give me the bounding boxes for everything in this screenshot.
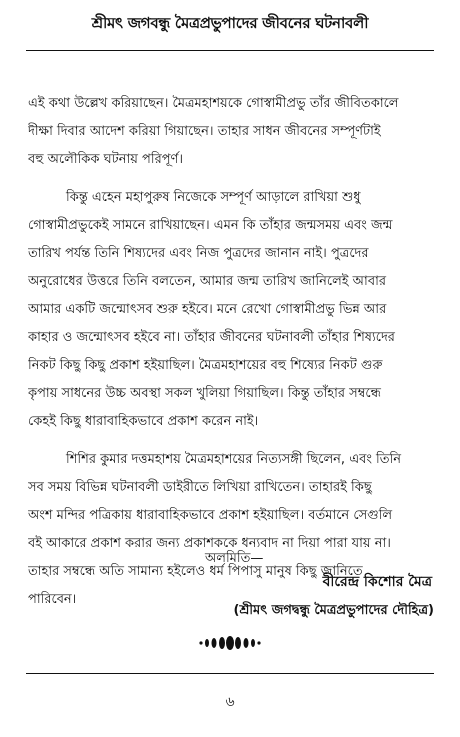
text-line: কিন্তু এহেন মহাপুরুষ নিজেকে সম্পূর্ণ আড়ালে রাখিয়া শুধু (66, 190, 361, 205)
signatory-name: বীরেন্দ্র কিশোর মৈত্র (322, 574, 432, 590)
running-header: শ্রীমৎ জগবন্ধু মৈত্রপ্রভুপাদের জীবনের ঘটনাবলী (91, 14, 369, 32)
text-line: বই আকারে প্রকাশ করার জন্য প্রকাশককে ধন্যবাদ না দিয়া পারা যায় না। (28, 536, 391, 551)
closing-label: অলমিতি— (205, 551, 264, 566)
text-line: আমার একটি জন্মোৎসব শুরু হইবে। মনে রেখো গোস্বামীপ্রভু ভিন্ন আর (28, 302, 387, 317)
floral-ornament-icon (196, 632, 264, 654)
text-line: এই কথা উল্লেখ করিয়াছেন। মৈত্রমহাশয়কে গোস্বামীপ্রভু তাঁর জীবিতকালে (28, 96, 399, 111)
text-line: কাহার ও জন্মোৎসব হইবে না। তাঁহার জীবনের ঘটনাবলী তাঁহার শিষ্যদের (28, 330, 395, 345)
signatory-relation: (শ্রীমৎ জগদ্বন্ধু মৈত্রপ্রভুপাদের দৌহিত্র) (233, 603, 434, 618)
text-line: কৃপায় সাধনের উচ্চ অবস্থা সকল খুলিয়া গিয়াছিল। কিন্তু তাঁহার সম্বন্ধে (28, 386, 381, 401)
text-line: গোস্বামীপ্রভুকেই সামনে রাখিয়াছেন। এমন কি তাঁহার জন্মসময় এবং জন্ম (28, 218, 393, 233)
text-line: তারিখ পর্যন্ত তিনি শিষ্যদের এবং নিজ পুত্রদের জানান নাই। পুত্রদের (28, 246, 369, 261)
text-line: দীক্ষা দিবার আদেশ করিয়া গিয়াছেন। তাহার সাধন জীবনের সম্পূর্ণটাই (28, 124, 381, 139)
text-line: শিশির কুমার দত্তমহাশয় মৈত্রমহাশয়ের নিত্যসঙ্গী ছিলেন, এবং তিনি (66, 452, 402, 467)
text-line: তাহার সম্বন্ধে অতি সামান্য হইলেও ধর্ম পিপাসু মানুষ কিছু জানিতে (28, 564, 363, 579)
footer-rule (26, 673, 434, 674)
paragraph-1 (28, 90, 434, 174)
header-rule (26, 50, 434, 51)
text-line: অনুরোধের উত্তরে তিনি বলতেন, আমার জন্ম তারিখ জানিলেই আবার (28, 274, 386, 289)
paragraph-2 (28, 184, 434, 436)
text-line: পারিবেন। (28, 592, 77, 607)
page-number: ৬ (225, 694, 235, 710)
text-line: বহু অলৌকিক ঘটনায় পরিপূর্ণ। (28, 152, 184, 167)
text-line: অংশ মন্দির পত্রিকায় ধারাবাহিকভাবে প্রকাশ হইয়াছিল। বর্তমানে সেগুলি (28, 508, 393, 523)
body-text (28, 90, 434, 614)
text-line: নিকট কিছু কিছু প্রকাশ হইয়াছিল। মৈত্রমহাশয়ের বহু শিষ্যের নিকট গুরু (28, 358, 383, 373)
text-line: সব সময় বিভিন্ন ঘটনাবলী ডাইরীতে লিখিয়া রাখিতেন। তাহারই কিছু (28, 480, 372, 495)
text-line: কেহই কিছু ধারাবাহিকভাবে প্রকাশ করেন নাই। (28, 414, 259, 429)
